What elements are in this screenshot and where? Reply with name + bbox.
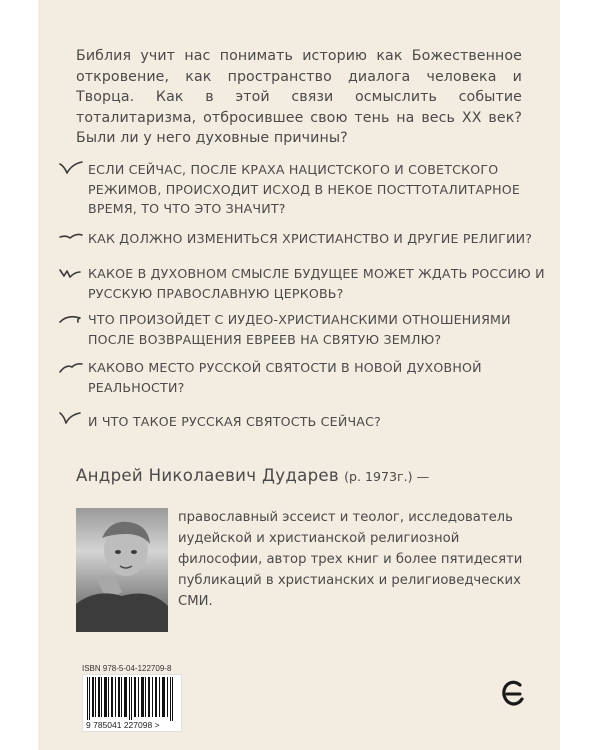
- bird-icon: [58, 360, 84, 376]
- author-bio: православный эссеист и теолог, исследователь иудейской и христианской религиозной философии, автор трех книг и более пятидесяти публикаций в христианских и религиоведческих СМИ.: [178, 510, 523, 609]
- question-6: И ЧТО ТАКОЕ РУССКАЯ СВЯТОСТЬ СЕЙЧАС?: [88, 414, 381, 429]
- question-2: КАК ДОЛЖНО ИЗМЕНИТЬСЯ ХРИСТИАНСТВО И ДРУГИЕ РЕЛИГИИ?: [88, 231, 533, 246]
- intro-paragraph: Библия учит нас понимать историю как Божественное откровение, как пространство диалога человека и Творца. Как в этой связи осмыслить событие тоталитаризма, отбросившее свою тень на весь XX век? Были ли у него духовные причины?: [76, 48, 523, 146]
- question-5: КАКОВО МЕСТО РУССКОЙ СВЯТОСТИ В НОВОЙ ДУХОВНОЙ РЕАЛЬНОСТИ?: [88, 360, 482, 395]
- question-3: КАКОЕ В ДУХОВНОМ СМЫСЛЕ БУДУЩЕЕ МОЖЕТ ЖДАТЬ РОССИЮ И РУССКУЮ ПРАВОСЛАВНУЮ ЦЕРКОВЬ?: [88, 266, 545, 301]
- bird-icon: [58, 312, 84, 328]
- author-portrait: [76, 508, 168, 632]
- author-line: [76, 466, 546, 485]
- bird-icon: [58, 229, 84, 245]
- isbn-label: ISBN 978-5-04-122709-8: [82, 664, 172, 673]
- author-years: (р. 1973г.) —: [344, 469, 430, 484]
- barcode-bars: [83, 675, 181, 721]
- publisher-logo-icon: [500, 678, 526, 708]
- barcode-number: 9 785041 227098 >: [86, 720, 160, 730]
- question-4: ЧТО ПРОИЗОЙДЕТ С ИУДЕО-ХРИСТИАНСКИМИ ОТНОШЕНИЯМИ ПОСЛЕ ВОЗВРАЩЕНИЯ ЕВРЕЕВ НА СВЯТУЮ ЗЕМЛЮ?: [88, 312, 511, 347]
- author-name: Андрей Николаевич Дударев: [76, 466, 339, 485]
- question-1: ЕСЛИ СЕЙЧАС, ПОСЛЕ КРАХА НАЦИСТСКОГО И СОВЕТСКОГО РЕЖИМОВ, ПРОИСХОДИТ ИСХОД В НЕКОЕ ПОСТТОТАЛИТАРНОЕ ВРЕМЯ, ТО ЧТО ЭТО ЗНАЧИТ?: [88, 162, 521, 216]
- bird-icon: [58, 266, 84, 282]
- bird-icon: [58, 410, 84, 426]
- author-photo: [76, 508, 168, 632]
- bird-icon: [58, 160, 84, 176]
